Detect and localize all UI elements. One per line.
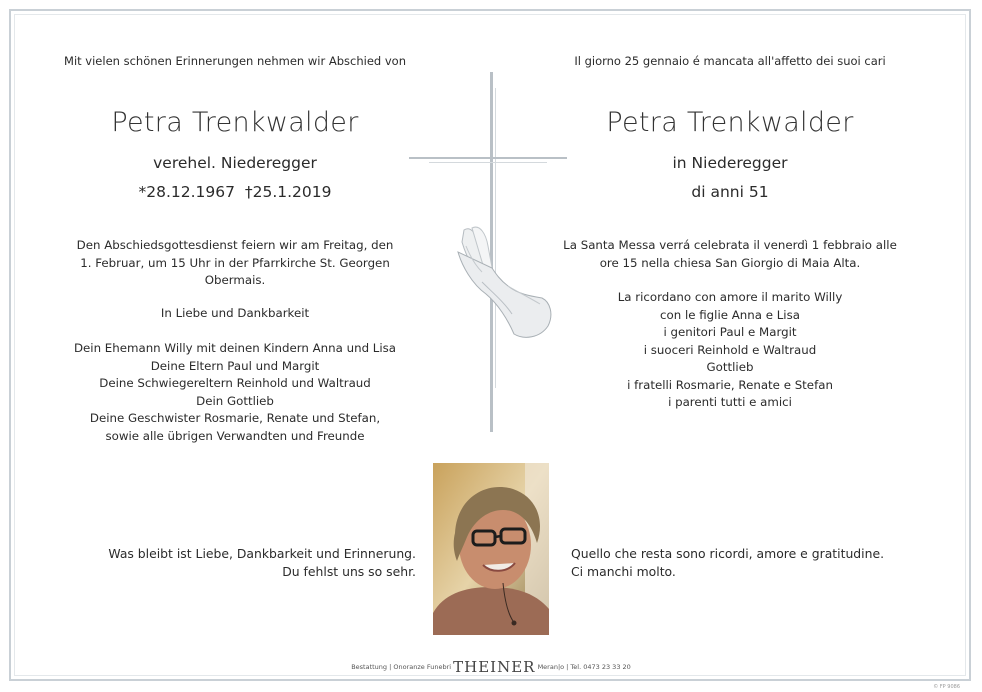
right-mourner-line: i suoceri Reinhold e Waltraud <box>643 342 817 357</box>
right-age: di anni 51 <box>691 183 769 201</box>
left-service-line: Obermais. <box>204 273 266 287</box>
cross-horizontal-beam <box>409 157 567 159</box>
left-mourner-line: Deine Eltern Paul und Margit <box>150 358 320 373</box>
right-service-line: La Santa Messa verrá celebrata il venerdì 1 febbraio alle <box>563 238 897 252</box>
right-mourner-line: La ricordano con amore il marito Willy <box>617 290 843 304</box>
right-mourner-line: i genitori Paul e Margit <box>663 325 797 339</box>
cross-horizontal-beam-shadow <box>429 162 547 163</box>
right-mourner-line: Gottlieb <box>706 360 754 374</box>
right-mourner-line: i parenti tutti e amici <box>668 395 792 409</box>
right-service-text <box>555 237 905 272</box>
left-mourner-line: Deine Schwiegereltern Reinhold und Waltraud <box>99 376 371 390</box>
left-life-dates: *28.12.1967 †25.1.2019 <box>138 183 332 201</box>
left-service-text <box>55 237 415 290</box>
right-intro: Il giorno 25 gennaio é mancata all'affetto dei suoi cari <box>574 54 886 68</box>
left-service-line: Den Abschiedsgottesdienst feiern wir am Freitag, den <box>76 238 394 252</box>
left-service-line: 1. Februar, um 15 Uhr in der Pfarrkirche St. Georgen <box>80 255 390 270</box>
left-intro: Mit vielen schönen Erinnerungen nehmen wir Abschied von <box>64 54 406 68</box>
praying-hands-icon <box>452 222 554 344</box>
left-deceased-name: Petra Trenkwalder <box>111 107 359 138</box>
left-closing-line: Du fehlst uns so sehr. <box>282 564 416 579</box>
left-mourner-line: sowie alle übrigen Verwandten und Freunde <box>105 428 365 443</box>
right-closing-line: Quello che resta sono ricordi, amore e gratitudine. <box>571 546 885 561</box>
left-mourner-line: Dein Ehemann Willy mit deinen Kindern Anna und Lisa <box>73 341 397 355</box>
right-mourner-line: con le figlie Anna e Lisa <box>660 307 800 322</box>
funeral-home-footer <box>0 658 982 676</box>
portrait-photo <box>433 463 549 635</box>
right-closing-line: Ci manchi molto. <box>571 564 676 579</box>
right-deceased-name: Petra Trenkwalder <box>606 107 854 138</box>
right-married-name: in Niederegger <box>672 154 788 172</box>
left-married-name: verehel. Niederegger <box>153 154 317 172</box>
left-love-line: In Liebe und Dankbarkeit <box>160 306 310 320</box>
right-mourner-line: i fratelli Rosmarie, Renate e Stefan <box>627 377 833 392</box>
left-mourner-line: Dein Gottlieb <box>196 393 274 408</box>
footer-contact: Meran|o | Tel. 0473 23 33 20 <box>537 663 631 671</box>
left-mourner-line: Deine Geschwister Rosmarie, Renate und Stefan, <box>89 411 381 425</box>
footer-services: Bestattung | Onoranze Funebri <box>351 663 452 671</box>
funeral-home-logo: THEINER <box>453 658 536 676</box>
right-mourners <box>555 289 905 412</box>
left-mourners <box>55 340 415 445</box>
template-code: © FP 9086 <box>933 684 960 690</box>
right-service-line: ore 15 nella chiesa San Giorgio di Maia Alta. <box>599 255 861 270</box>
left-closing <box>90 545 416 581</box>
left-closing-line: Was bleibt ist Liebe, Dankbarkeit und Erinnerung. <box>108 546 416 561</box>
right-closing <box>571 545 901 581</box>
